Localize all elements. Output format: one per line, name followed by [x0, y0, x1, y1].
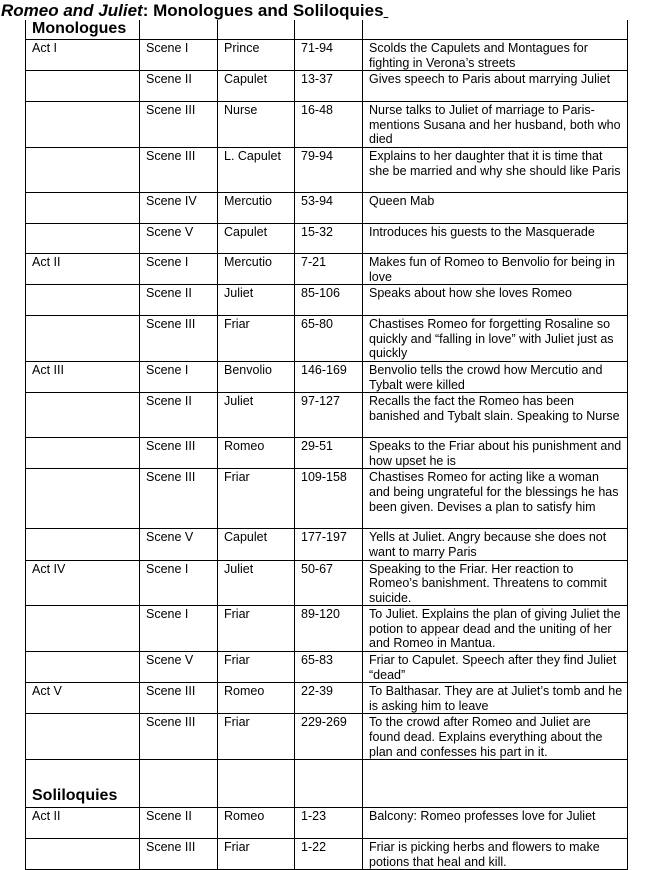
cell-act: [26, 438, 140, 469]
section-heading: Soliloquies: [26, 760, 140, 808]
cell-character: Juliet: [218, 285, 295, 316]
table-row: [26, 529, 628, 560]
cell-character: Mercutio: [218, 192, 295, 223]
table-row: [26, 714, 628, 760]
cell-character: Capulet: [218, 529, 295, 560]
table-row: [26, 192, 628, 223]
cell-description: Benvolio tells the crowd how Mercutio and Tybalt were killed: [363, 361, 628, 392]
cell-character: Juliet: [218, 393, 295, 438]
cell-lines: 53-94: [295, 192, 363, 223]
cell-act: [26, 285, 140, 316]
cell-lines: 109-158: [295, 469, 363, 529]
cell-description: Gives speech to Paris about marrying Juliet: [363, 71, 628, 102]
cell-character: Friar: [218, 469, 295, 529]
cell-lines: 16-48: [295, 102, 363, 148]
cell-character: L. Capulet: [218, 147, 295, 192]
cell-lines: 1-22: [295, 839, 363, 870]
cell-scene: Scene I: [140, 253, 218, 284]
cell-description: Speaks to the Friar about his punishment and how upset he is: [363, 438, 628, 469]
cell-scene: Scene III: [140, 147, 218, 192]
cell-description: Introduces his guests to the Masquerade: [363, 223, 628, 253]
table-row: [26, 438, 628, 469]
cell-lines: 15-32: [295, 223, 363, 253]
cell-lines: 50-67: [295, 560, 363, 606]
cell-lines: 79-94: [295, 147, 363, 192]
cell-lines: 13-37: [295, 71, 363, 102]
cell-act: [26, 606, 140, 652]
cell-scene: Scene V: [140, 529, 218, 560]
cell-act: [26, 393, 140, 438]
cell-lines: 65-80: [295, 316, 363, 362]
cell-character: Friar: [218, 714, 295, 760]
page-title: [1, 1, 388, 21]
cell-character: Friar: [218, 606, 295, 652]
cell-description: Queen Mab: [363, 192, 628, 223]
speech-table-body: [26, 20, 628, 870]
cell-scene: Scene III: [140, 316, 218, 362]
cell-lines: 177-197: [295, 529, 363, 560]
play-title: Romeo and Juliet: [1, 1, 143, 20]
cell-act: [26, 102, 140, 148]
table-row: [26, 223, 628, 253]
cell-act: [26, 192, 140, 223]
section-heading: Monologues: [26, 20, 140, 40]
cell-act: Act II: [26, 253, 140, 284]
cell-description: To the crowd after Romeo and Juliet are found dead. Explains everything about the plan and confesses his part in it.: [363, 714, 628, 760]
table-row: [26, 361, 628, 392]
cell-act: [26, 71, 140, 102]
cell-character: Capulet: [218, 223, 295, 253]
cell-scene: Scene IV: [140, 192, 218, 223]
cell-scene: Scene I: [140, 361, 218, 392]
cell-character: Mercutio: [218, 253, 295, 284]
cell-act: [26, 839, 140, 870]
cell-description: Friar is picking herbs and flowers to make potions that heal and kill.: [363, 839, 628, 870]
cell-act: [26, 223, 140, 253]
cell-character: Benvolio: [218, 361, 295, 392]
table-row: [26, 808, 628, 839]
cell-act: [26, 147, 140, 192]
table-row: [26, 71, 628, 102]
table-row: [26, 316, 628, 362]
cell-description: Nurse talks to Juliet of marriage to Paris- mentions Susana and her husband, both who died: [363, 102, 628, 148]
cell-act: [26, 316, 140, 362]
cell-scene: Scene I: [140, 560, 218, 606]
cell-character: Romeo: [218, 808, 295, 839]
table-row: [26, 285, 628, 316]
cell-act: Act V: [26, 683, 140, 714]
cell-description: Friar to Capulet. Speech after they find Juliet “dead”: [363, 652, 628, 683]
cell-scene: Scene II: [140, 285, 218, 316]
speech-table: [25, 20, 628, 870]
cell-scene: Scene II: [140, 71, 218, 102]
cell-character: Nurse: [218, 102, 295, 148]
cell-description: Makes fun of Romeo to Benvolio for being in love: [363, 253, 628, 284]
cell-scene: Scene V: [140, 223, 218, 253]
table-row: [26, 253, 628, 284]
cell-character: Friar: [218, 316, 295, 362]
cell-description: Chastises Romeo for acting like a woman and being ungrateful for the blessings he has been given. Devises a plan to satisfy him: [363, 469, 628, 529]
title-subtitle: : Monologues and Soliloquies: [142, 1, 384, 20]
cell-description: Chastises Romeo for forgetting Rosaline so quickly and “falling in love” with Juliet just as quickly: [363, 316, 628, 362]
table-row: [26, 606, 628, 652]
table-row: [26, 839, 628, 870]
cell-lines: 89-120: [295, 606, 363, 652]
cell-lines: 22-39: [295, 683, 363, 714]
section-heading-row: [26, 20, 628, 40]
cell-character: Friar: [218, 652, 295, 683]
cell-scene: Scene III: [140, 469, 218, 529]
table-row: [26, 102, 628, 148]
cell-act: Act I: [26, 40, 140, 71]
cell-description: Recalls the fact the Romeo has been banished and Tybalt slain. Speaking to Nurse: [363, 393, 628, 438]
cell-scene: Scene III: [140, 102, 218, 148]
cell-lines: 97-127: [295, 393, 363, 438]
cell-description: Speaking to the Friar. Her reaction to Romeo’s banishment. Threatens to commit suicide.: [363, 560, 628, 606]
cell-description: To Juliet. Explains the plan of giving Juliet the potion to appear dead and the uniting of her and Romeo in Mantua.: [363, 606, 628, 652]
cell-lines: 29-51: [295, 438, 363, 469]
cell-scene: Scene II: [140, 808, 218, 839]
table-row: [26, 683, 628, 714]
cell-description: Speaks about how she loves Romeo: [363, 285, 628, 316]
cell-character: Prince: [218, 40, 295, 71]
cell-lines: 229-269: [295, 714, 363, 760]
table-row: [26, 652, 628, 683]
cell-act: Act III: [26, 361, 140, 392]
cell-lines: 65-83: [295, 652, 363, 683]
cell-description: Yells at Juliet. Angry because she does not want to marry Paris: [363, 529, 628, 560]
cell-character: Juliet: [218, 560, 295, 606]
table-row: [26, 147, 628, 192]
table-row: [26, 393, 628, 438]
section-heading-row: [26, 760, 628, 808]
cell-scene: Scene I: [140, 40, 218, 71]
cell-act: Act IV: [26, 560, 140, 606]
table-row: [26, 469, 628, 529]
cell-description: Scolds the Capulets and Montagues for fighting in Verona’s streets: [363, 40, 628, 71]
cell-character: Capulet: [218, 71, 295, 102]
table-row: [26, 560, 628, 606]
cell-scene: Scene II: [140, 393, 218, 438]
cell-scene: Scene III: [140, 683, 218, 714]
cell-act: [26, 469, 140, 529]
cell-character: Romeo: [218, 438, 295, 469]
cell-character: Friar: [218, 839, 295, 870]
cell-lines: 7-21: [295, 253, 363, 284]
cell-lines: 71-94: [295, 40, 363, 71]
cell-act: [26, 652, 140, 683]
cell-scene: Scene III: [140, 438, 218, 469]
cell-scene: Scene III: [140, 839, 218, 870]
table-row: [26, 40, 628, 71]
cell-lines: 1-23: [295, 808, 363, 839]
cell-description: Explains to her daughter that it is time that she be married and why she should like Paris: [363, 147, 628, 192]
cell-scene: Scene I: [140, 606, 218, 652]
cell-act: Act II: [26, 808, 140, 839]
cell-scene: Scene V: [140, 652, 218, 683]
cell-lines: 146-169: [295, 361, 363, 392]
cell-description: Balcony: Romeo professes love for Juliet: [363, 808, 628, 839]
cell-act: [26, 529, 140, 560]
cell-scene: Scene III: [140, 714, 218, 760]
cell-lines: 85-106: [295, 285, 363, 316]
cell-act: [26, 714, 140, 760]
cell-description: To Balthasar. They are at Juliet’s tomb and he is asking him to leave: [363, 683, 628, 714]
cell-character: Romeo: [218, 683, 295, 714]
